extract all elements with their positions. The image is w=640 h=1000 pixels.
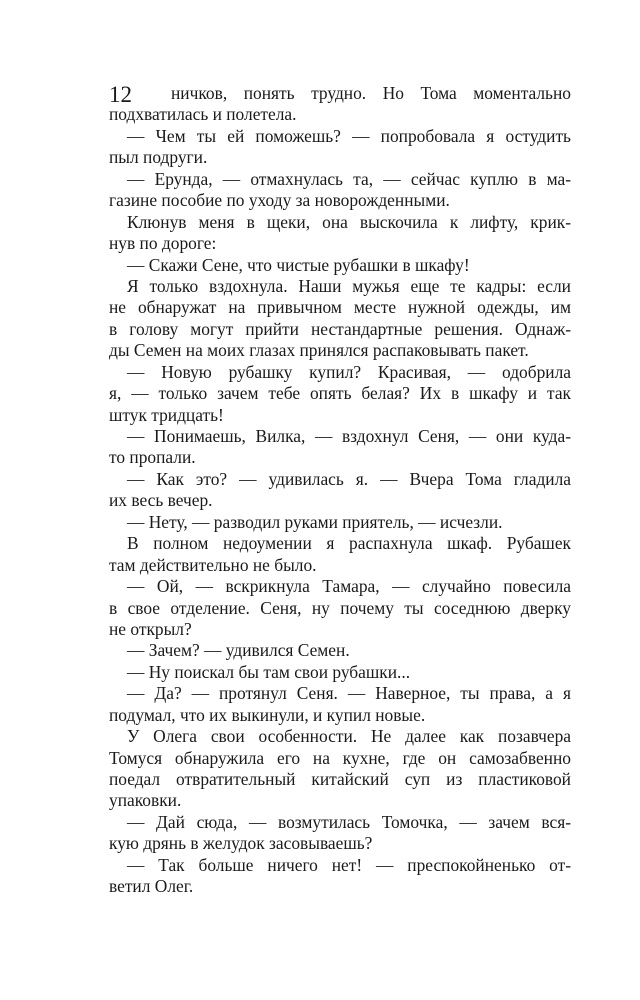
paragraph	[109, 533, 571, 576]
text-line: ды Семен на моих глазах принялся распаковывать пакет.	[109, 340, 529, 361]
text-line: В полном недоумении я распахнула шкаф. Рубашек	[127, 533, 571, 554]
paragraph	[109, 812, 571, 855]
text-line: упаковки.	[109, 790, 182, 811]
paragraph	[109, 683, 571, 726]
text-line: — Дай сюда, — возмутилась Томочка, — зачем вся-	[127, 811, 571, 832]
text-line: — Понимаешь, Вилка, — вздохнул Сеня, — они куда-	[127, 426, 571, 446]
text-line: Клюнув меня в щеки, она выскочила к лифту, крик-	[127, 211, 571, 232]
text-line: поедал отвратительный китайский суп из пластиковой	[109, 769, 571, 789]
text-line: там действительно не было.	[109, 554, 317, 575]
text-line: — Зачем? — удивился Семен.	[127, 640, 350, 661]
paragraph	[109, 469, 571, 512]
text-line: пыл подруги.	[109, 147, 208, 168]
text-line: — Ну поискал бы там свои рубашки...	[127, 661, 411, 682]
text-line: ничков, понять трудно. Но Тома моментально	[171, 83, 571, 103]
text-line: нув по дороге:	[109, 233, 217, 254]
text-line: газине пособие по уходу за новорожденными.	[109, 190, 450, 211]
page-text	[109, 83, 571, 898]
text-line: — Ой, — вскрикнула Тамара, — случайно повесила	[127, 576, 571, 597]
text-line: У Олега свои особенности. Не далее как позавчера	[127, 726, 571, 747]
text-line: — Так больше ничего нет! — преспокойненько от-	[127, 854, 571, 875]
text-line: Я только вздохнула. Наши мужья еще те кадры: если	[127, 275, 571, 296]
text-line: я, — только зачем тебе опять белая? Их в шкафу и так	[109, 383, 571, 404]
text-line: — Как это? — удивилась я. — Вчера Тома гладила	[127, 468, 571, 489]
text-line: — Нету, — разводил руками приятель, — исчезли.	[127, 511, 503, 532]
paragraph	[109, 169, 571, 212]
text-line: не открыл?	[109, 618, 192, 639]
text-line: — Новую рубашку купил? Красивая, — одобрила	[127, 361, 571, 382]
page-number: 12	[109, 82, 132, 107]
text-line: кую дрянь в желудок засовываешь?	[109, 833, 373, 854]
text-line: — Да? — протянул Сеня. — Наверное, ты права, а я	[127, 683, 571, 704]
text-line: в голову могут прийти нестандартные решения. Однаж-	[109, 318, 571, 339]
paragraph	[109, 662, 571, 683]
paragraph	[109, 640, 571, 661]
paragraph	[109, 726, 571, 812]
paragraph	[109, 855, 571, 898]
text-line: подумал, что их выкинули, и купил новые.	[109, 704, 426, 725]
text-line: — Чем ты ей поможешь? — попробовала я остудить	[127, 125, 571, 146]
paragraph	[109, 126, 571, 169]
text-line: ветил Олег.	[109, 876, 194, 897]
paragraph	[109, 255, 571, 276]
paragraph	[109, 276, 571, 362]
paragraph	[109, 362, 571, 426]
text-line: подхватилась и полетела.	[109, 104, 297, 125]
paragraph	[109, 83, 571, 126]
text-line: штук тридцать!	[109, 404, 224, 425]
text-line: их весь вечер.	[109, 490, 213, 511]
paragraph	[109, 426, 571, 469]
text-line: Томуся обнаружила его на кухне, где он самозабвенно	[109, 747, 571, 768]
paragraph	[109, 512, 571, 533]
text-line: — Скажи Сене, что чистые рубашки в шкафу!	[127, 254, 470, 275]
text-line: — Ерунда, — отмахнулась та, — сейчас куплю в ма-	[127, 168, 571, 189]
paragraph	[109, 212, 571, 255]
paragraph	[109, 576, 571, 640]
text-line: то пропали.	[109, 447, 196, 468]
text-line: в свое отделение. Сеня, ну почему ты соседнюю дверку	[109, 597, 571, 618]
text-line: не обнаружат на привычном месте нужной одежды, им	[109, 297, 571, 318]
